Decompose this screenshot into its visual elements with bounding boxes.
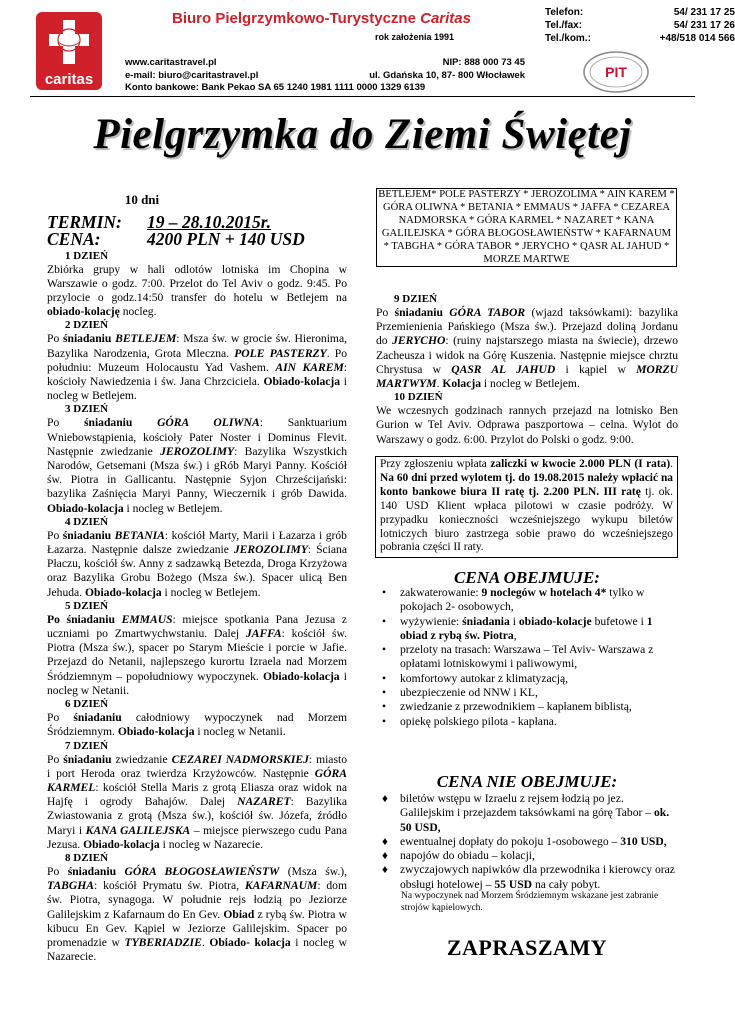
page-title: Pielgrzymka do Ziemi Świętej — [93, 111, 632, 158]
contact-row — [545, 19, 735, 32]
contact-label: Tel./fax: — [545, 20, 583, 31]
day-heading: 8 DZIEŃ — [65, 851, 109, 864]
day-description: Zbiórka grupy w hali odlotów lotniska im Chopina w Warszawie o godz. 7:00. Przelot do Tel Aviv o godz. 9:45. Po przylocie o godz.14:50 transfer do hotelu w Betlejem na obiado-kolację nocleg. — [47, 262, 347, 319]
includes-item — [382, 672, 678, 686]
excludes-item — [382, 792, 678, 835]
day-heading: 6 DZIEŃ — [65, 698, 109, 711]
includes-item — [382, 643, 678, 672]
price-row — [47, 229, 347, 250]
day-heading: 9 DZIEŃ — [394, 293, 438, 305]
termin-row — [47, 212, 347, 233]
list-item-text: biletów wstępu w Izraelu z rejsem łodzią po jez. Galilejskim i przejazdem taksówkami na górę Tabor – ok. 50 USD, — [400, 792, 670, 834]
caritas-logo — [36, 12, 102, 90]
includes-item — [382, 700, 678, 714]
left-column — [47, 193, 347, 964]
day-heading: 5 DZIEŃ — [65, 599, 109, 612]
company-info — [340, 56, 525, 82]
list-item-text: zwyczajowych napiwków dla przewodnika i kierowcy oraz obsługi hotelowej – 55 USD na cały pobyt. — [400, 863, 675, 891]
places-box: BETLEJEM* POLE PASTERZY * JEROZOLIMA * AIN KAREM * GÓRA OLIWNA * BETANIA * EMMAUS * JAFFA * CEZAREA NADMORSKA * GÓRA KARMEL * NAZARET * KANA GALILEJSKA * GÓRA BŁOGOSŁAWIEŃSTW * KAFARNAUM * TABGHA * GÓRA TABOR * JERYCHO * QASR AL JAHUD * MORZE MARTWE — [376, 188, 677, 267]
termin-label: TERMIN: — [47, 212, 122, 233]
day-heading: 10 DZIEŃ — [394, 391, 443, 404]
includes-item — [382, 715, 678, 729]
list-item-text: komfortowy autokar z klimatyzacją, — [400, 671, 569, 685]
list-item-text: opiekę polskiego pilota - kapłana. — [400, 714, 557, 728]
day-description: Po śniadaniu GÓRA BŁOGOSŁAWIEŃSTW (Msza św.), TABGHA: kościół Prymatu św. Piotra, KAFARNAUM: dom św. Piotra, synagoga. W południe rejs łodzią po Jeziorze Galilejskim z Kafarnaum do En Gev. Obiad z rybą św. Piotra w kibucu En Gev. Kąpiel w Jeziorze Galilejskim. Spacer po promenadzie w TYBERIADZIE. Obiado- kolacja i nocleg w Nazarecie. — [47, 864, 347, 964]
contact-label: Tel./kom.: — [545, 33, 591, 44]
bullet-icon: ♦ — [382, 834, 388, 848]
header-divider — [30, 96, 695, 97]
includes-item — [382, 615, 678, 644]
day-heading: 3 DZIEŃ — [65, 403, 109, 416]
contact-row — [545, 32, 735, 45]
bank-account: Konto bankowe: Bank Pekao SA 65 1240 1981 1111 0000 1329 6139 — [125, 82, 426, 93]
list-item-text: przeloty na trasach: Warszawa – Tel Aviv- Warszawa z opłatami lotniskowymi i paliwowymi, — [400, 643, 654, 671]
day-heading: 1 DZIEŃ — [65, 249, 109, 262]
excludes-item — [382, 835, 678, 849]
price-value: 4200 PLN + 140 USD — [147, 229, 305, 250]
list-item-text: napojów do obiadu – kolacji, — [400, 849, 535, 863]
bullet-icon: • — [382, 700, 387, 714]
website-link[interactable]: www.caritastravel.pl — [125, 57, 217, 68]
excludes-item — [382, 863, 678, 892]
includes-title: CENA OBEJMUJE: — [454, 568, 600, 587]
closing-text: ZAPRASZAMY — [446, 935, 608, 960]
list-item-text: ubezpieczenie od NNW i KL, — [400, 686, 538, 700]
pit-logo-text: PIT — [605, 64, 627, 80]
day-description: Po śniadaniu zwiedzanie CEZAREI NADMORSKIEJ: miasto i port Heroda oraz twierdza Krzyżowców. Następnie GÓRA KARMEL: kościół Stella Maris z grotą Eliasza oraz widok na Hajfę i ogrody Bahajów. Dalej NAZARET: Bazylika Zwiastowania z grotą (Msza św.), kościół św. Józefa, źródło Maryi i KANA GALILEJSKA – miejsce pierwszego cudu Pana Jezusa. Obiado-kolacja i nocleg w Nazarecie. — [47, 752, 347, 851]
bullet-icon: ♦ — [382, 863, 388, 877]
contact-value: +48/518 014 566 — [659, 33, 735, 44]
excludes-list — [382, 792, 678, 892]
includes-item — [382, 686, 678, 700]
contact-label: Telefon: — [545, 7, 584, 18]
day-heading: 4 DZIEŃ — [65, 515, 109, 528]
bullet-icon: • — [382, 671, 387, 685]
excludes-title: CENA NIE OBEJMUJE: — [436, 772, 618, 791]
day-description: Po śniadaniu GÓRA OLIWNA: Sanktuarium Wniebowstąpienia, kościoły Pater Noster i Dominus Flevit. Następnie zwiedzanie JEROZOLIMY: Bazylika Wszystkich Narodów, Getsemani (Msza św.) i gRób Maryi Panny. Kościół św. Piotra in Gallicantu. Następnie Syjon Chrześcijański: bazylika Zaśnięcia Maryi Panny, Wieczernik i grób Dawida. Obiado-kolacja i nocleg w Betlejem. — [47, 416, 348, 515]
list-item-text: zwiedzanie z przewodnikiem – kapłanem biblistą, — [400, 700, 632, 714]
day-description: Po śniadaniu całodniowy wypoczynek nad Morzem Śródziemnym. Obiado-kolacja i nocleg w Netanii. — [47, 711, 347, 739]
list-item-text: zakwaterowanie: 9 noclegów w hotelach 4* tylko w pokojach 2- osobowych, — [400, 586, 645, 614]
bullet-icon: ♦ — [382, 849, 388, 863]
web-contact — [125, 56, 258, 82]
pit-logo — [582, 50, 650, 94]
day-heading: 7 DZIEŃ — [65, 739, 109, 752]
org-name-brand: Caritas — [420, 10, 471, 27]
price-label: CENA: — [47, 229, 101, 250]
day-description: Po śniadaniu BETANIA: kościół Marty, Marii i Łazarza i grób Łazarza. Następnie dalsze zwiedzanie JEROZOLIMY: Ściana Płaczu, kościół św. Anny z sadzawką Betezda, Droga Krzyżowa oraz Bazylika Grobu Bożego (Msza św.). Spacer ulicą Ben Jehuda. Obiado-kolacja i nocleg w Betlejem. — [47, 528, 347, 599]
contact-phones — [545, 6, 735, 45]
itinerary-days-9-10 — [376, 293, 678, 447]
payment-terms: Przy zgłoszeniu wpłata zaliczki w kwocie 2.000 PLN (I rata). Na 60 dni przed wylotem tj. do 19.08.2015 należy wpłacić na konto bankowe biura II ratę tj. 2.200 PLN. III ratę tj. ok. 140 USD Klient wpłaca pilotowi w czasie podróży. W przypadku konieczności wcześniejszego wykupu biletów lotniczych biuro zastrzega sobie prawo do wcześniejszego pobrania części II raty. — [375, 456, 678, 558]
bullet-icon: • — [382, 686, 387, 700]
founded-year: rok założenia 1991 — [375, 32, 455, 42]
list-item-text: ewentualnej dopłaty do pokoju 1-osobowego – 310 USD, — [400, 834, 667, 848]
address: ul. Gdańska 10, 87- 800 Włocławek — [369, 70, 525, 81]
list-item-text: wyżywienie: śniadania i obiado-kolacje bufetowe i 1 obiad z rybą św. Piotra, — [400, 614, 653, 642]
contact-value: 54/ 231 17 26 — [673, 20, 735, 31]
bullet-icon: • — [382, 714, 387, 728]
day-description: Po śniadaniu BETLEJEM: Msza św. w grocie św. Hieronima, Bazylika Narodzenia, Grota Mleczna. POLE PASTERZY. Po południu: Muzeum Holocaustu Yad Vashem. AIN KAREM: kościoły Nawiedzenia i św. Jana Chrzciciela. Obiado-kolacja i nocleg w Betlejem. — [47, 332, 347, 403]
bullet-icon: • — [382, 586, 387, 599]
day-heading: 2 DZIEŃ — [65, 319, 109, 332]
nip-number: NIP: 888 000 73 45 — [442, 57, 525, 68]
org-name-prefix: Biuro Pielgrzymkowo-Turystyczne — [172, 10, 416, 27]
swimwear-note: Na wypoczynek nad Morzem Śródziemnym wskazane jest zabranie strojów kąpielowych. — [401, 891, 659, 913]
day-description: Po śniadaniu GÓRA TABOR (wjazd taksówkami): bazylika Przemienienia Pańskiego (Msza św.). Przejazd doliną Jordanu do JERYCHO: (ruiny najstarszego miasta na świecie), drzewo Zacheusza i widok na Górę Kuszenia. Następnie miejsce chrztu Chrystusa w QASR AL JAHUD i kąpiel w MORZU MARTWYM. Kolacja i nocleg w Betlejem. — [376, 306, 678, 391]
termin-value: 19 – 28.10.2015r. — [147, 212, 271, 233]
org-name — [172, 10, 471, 27]
bullet-icon: • — [382, 614, 387, 628]
bullet-icon: ♦ — [382, 792, 388, 805]
day-description: Po śniadaniu EMMAUS: miejsce spotkania Pana Jezusa z uczniami po Zmartwychwstaniu. Dalej JAFFA: kościół św. Piotra (Msza św.), spacer po Starym Mieście i porcie w Jafie. Przejazd do Netanii, najlepszego kurortu Izraela nad Morzem Śródziemnym – popołudniowy wypoczynek. Obiado-kolacja i nocleg w Netanii. — [47, 612, 347, 697]
excludes-item — [382, 849, 678, 863]
contact-value: 54/ 231 17 25 — [673, 7, 735, 18]
includes-item — [382, 586, 678, 615]
itinerary-days-1-8 — [47, 250, 347, 965]
bullet-icon: • — [382, 643, 387, 657]
day-description: We wczesnych godzinach rannych przejazd na lotnisko Ben Gurion w Tel Aviv. Odprawa paszportowa – celna. Wylot do Warszawy o godz. 6:00. Przylot do Polski o godz. 9:00. — [376, 404, 678, 446]
logo-text: caritas — [44, 71, 94, 88]
email-link[interactable]: e-mail: biuro@caritastravel.pl — [125, 70, 259, 81]
contact-row — [545, 6, 735, 19]
duration: 10 dni — [124, 192, 160, 207]
includes-list — [382, 586, 678, 729]
